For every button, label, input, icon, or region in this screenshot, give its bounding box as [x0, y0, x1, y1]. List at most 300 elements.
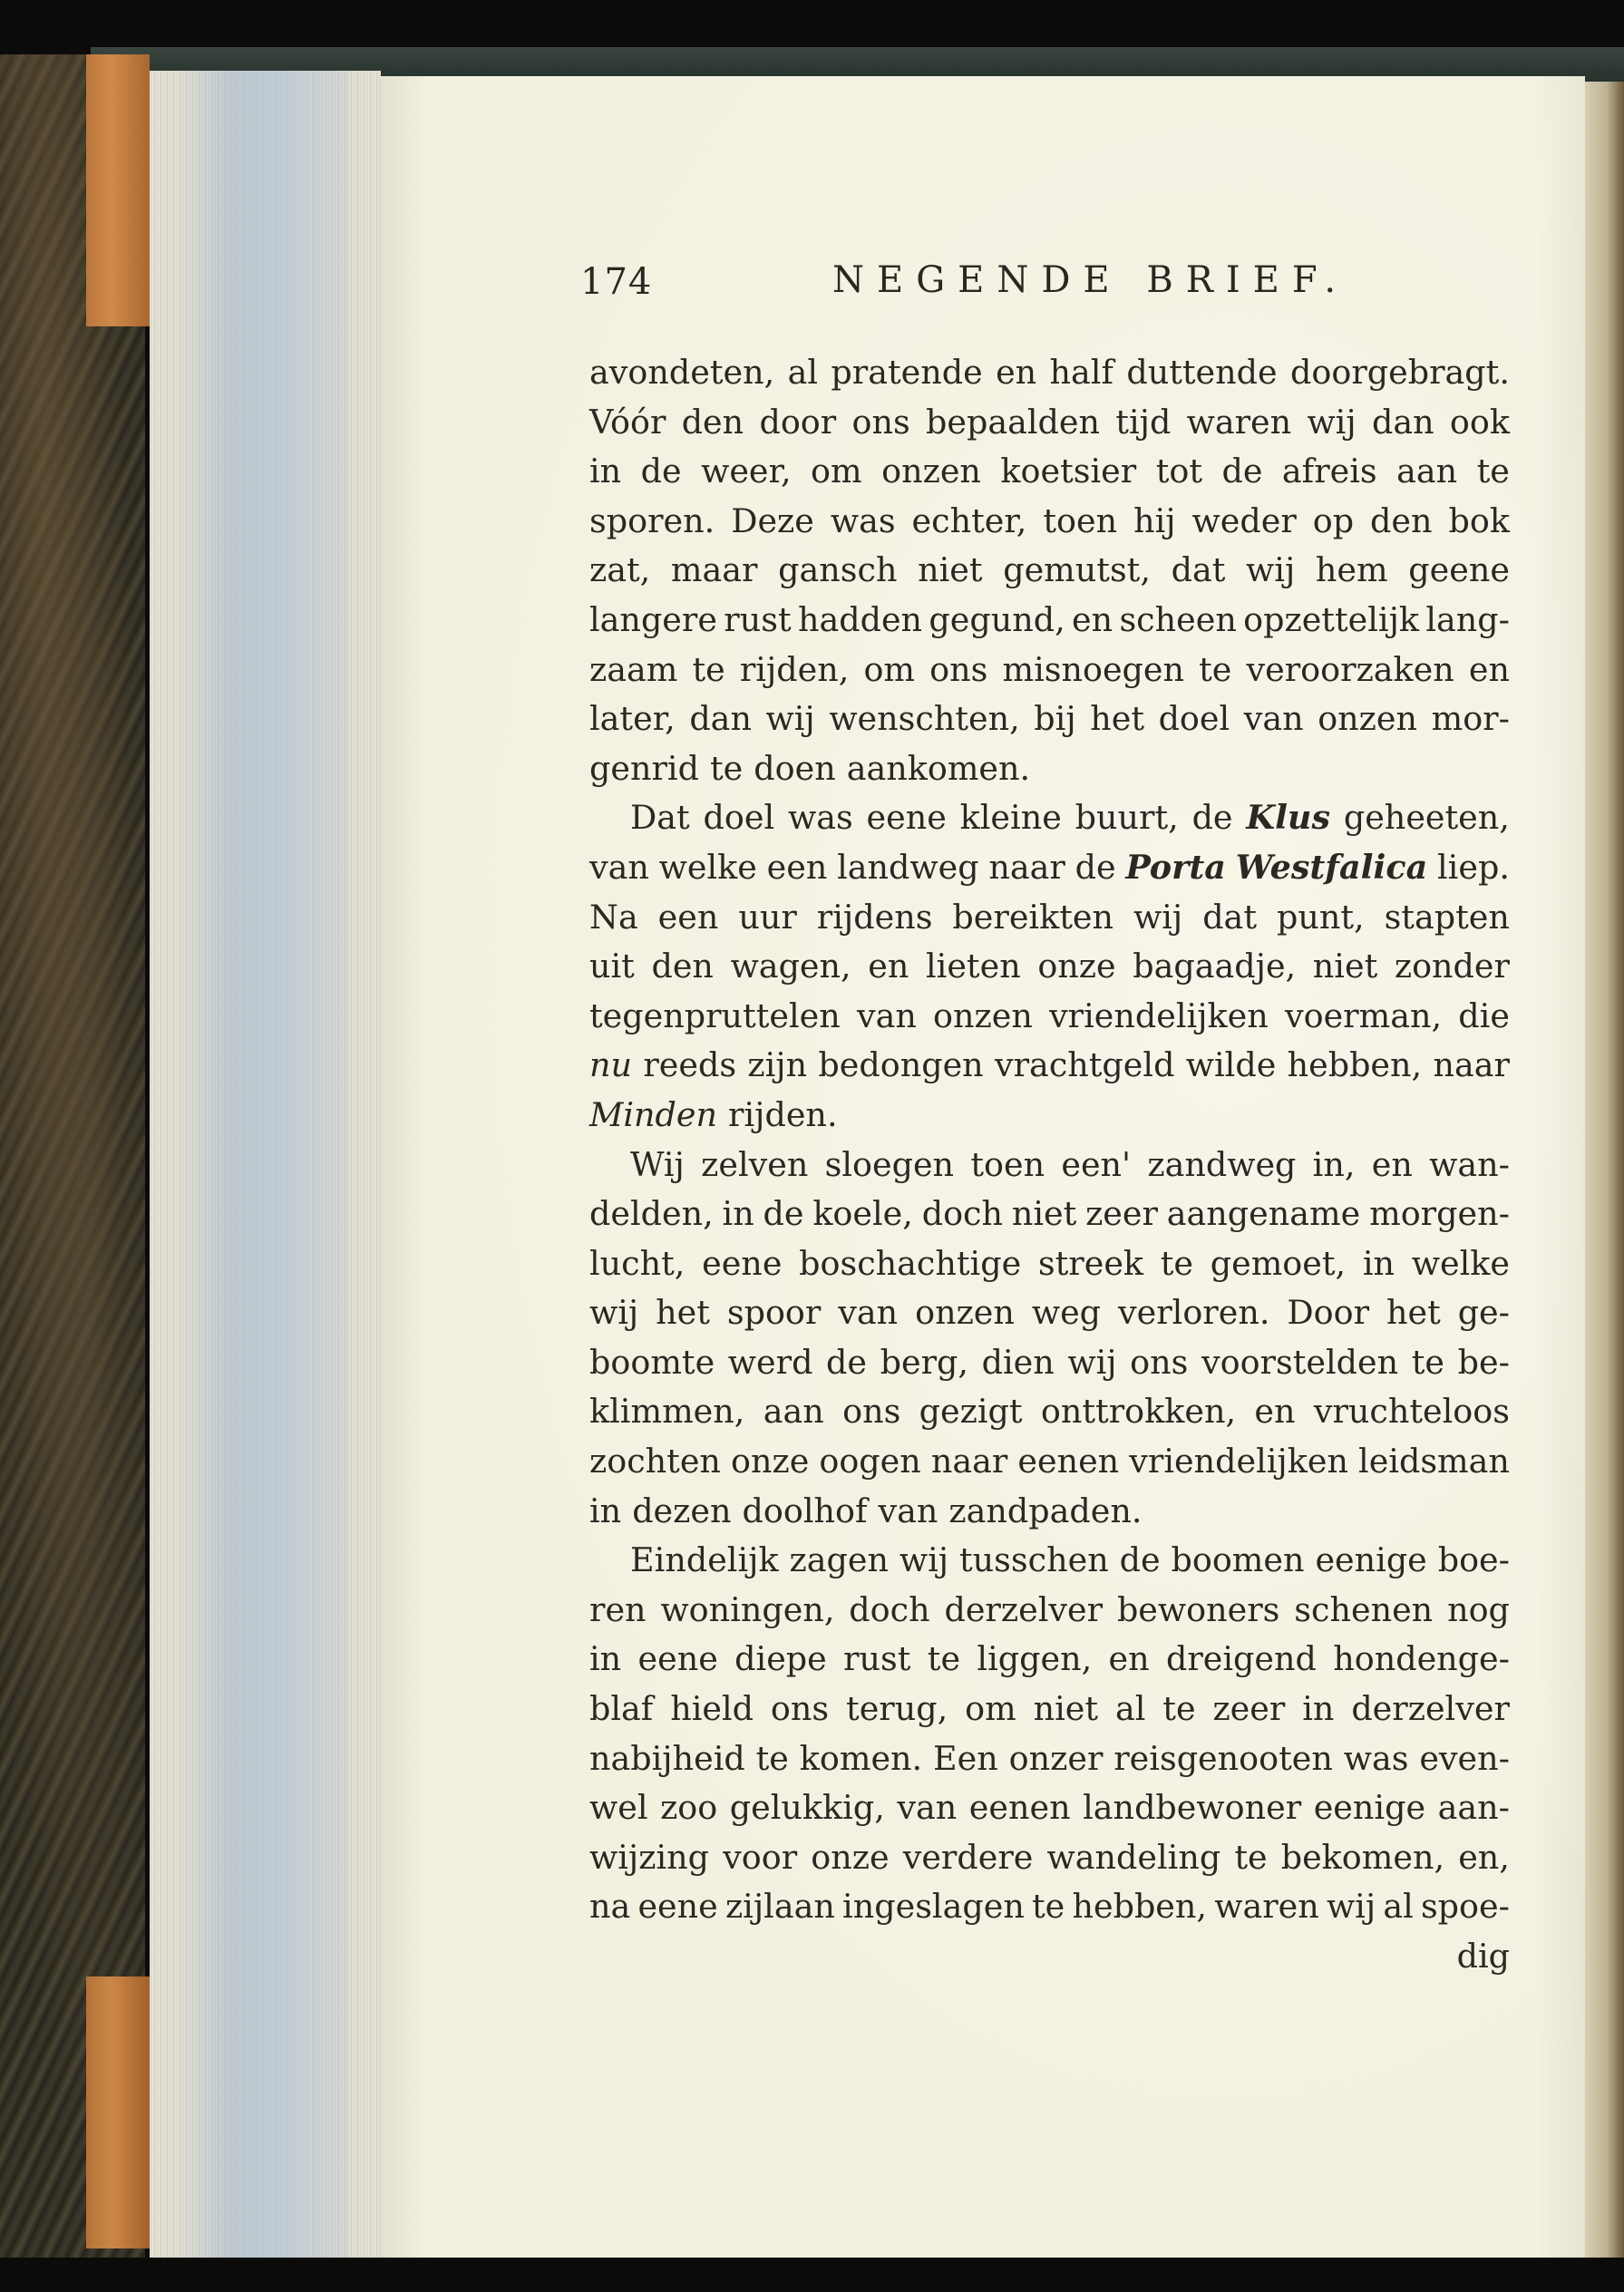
- word: [1287, 1288, 1369, 1338]
- word-part: de: [1119, 1540, 1161, 1580]
- word: [589, 596, 717, 646]
- word-part: bewoners: [1116, 1589, 1280, 1629]
- word: [1314, 1387, 1510, 1437]
- word-part: duttende: [1126, 353, 1278, 392]
- word-part: een: [657, 897, 719, 937]
- word-part: van: [589, 847, 649, 887]
- word: [1075, 793, 1179, 843]
- word: [1408, 546, 1510, 596]
- word: [1243, 596, 1419, 646]
- word-part: de: [1075, 847, 1116, 887]
- word-part: de: [640, 452, 682, 491]
- word: [1147, 1141, 1296, 1190]
- word: [826, 1338, 867, 1388]
- word: [798, 596, 922, 646]
- word: [812, 1190, 913, 1239]
- word: [638, 1635, 718, 1685]
- word-part: te: [692, 649, 725, 689]
- word-part: Porta: [1125, 847, 1226, 887]
- text-line: [589, 1487, 1510, 1537]
- word-part: spoe-: [1420, 1887, 1510, 1927]
- text-line: [589, 1734, 1510, 1784]
- word: [1437, 843, 1510, 893]
- word: [1358, 1437, 1510, 1487]
- word-part: koetsier: [1000, 452, 1137, 491]
- word: [1072, 596, 1113, 646]
- word: [1211, 1239, 1346, 1289]
- word-part: gelukkig,: [729, 1788, 885, 1828]
- word: [1061, 1141, 1131, 1190]
- word-part: kleine: [959, 798, 1062, 838]
- word: [702, 1239, 782, 1289]
- word-part: verdere: [902, 1837, 1034, 1877]
- word: [1395, 942, 1510, 992]
- word-part: afreis: [1281, 452, 1377, 491]
- word: [1282, 447, 1377, 497]
- word-part: weder: [1191, 500, 1297, 540]
- word: [1247, 646, 1454, 695]
- word: [589, 893, 638, 943]
- word-part: onttrokken,: [1040, 1392, 1237, 1432]
- word-part: Wij: [630, 1144, 685, 1184]
- word: [1192, 793, 1233, 843]
- word-part: buurt,: [1075, 798, 1179, 838]
- text-line: [589, 1141, 1510, 1190]
- word-part: van: [1243, 699, 1304, 739]
- word-part: dan: [1371, 402, 1434, 442]
- word: [589, 1338, 715, 1388]
- text-line: [589, 348, 1510, 398]
- word: [988, 843, 1065, 893]
- word-part: hebben,: [1072, 1887, 1208, 1927]
- word: [630, 1536, 779, 1586]
- word: [660, 1586, 834, 1636]
- word-part: zelven: [701, 1144, 809, 1184]
- word-part: te: [1199, 649, 1232, 689]
- text-line: [589, 1536, 1510, 1586]
- word: [825, 1141, 954, 1190]
- word: [831, 497, 896, 547]
- word-part: waren: [1186, 402, 1292, 442]
- word-part: aan-: [1437, 1788, 1510, 1828]
- word-part: vriendelijken: [1049, 995, 1269, 1035]
- word-part: de: [763, 1194, 804, 1234]
- word: [1313, 1141, 1356, 1190]
- word-part: diepe: [734, 1639, 827, 1679]
- word: [1448, 497, 1509, 547]
- word-part: in: [589, 452, 622, 491]
- word: [1327, 1882, 1376, 1932]
- word: [867, 793, 947, 843]
- word: [1302, 1685, 1334, 1734]
- word: [1369, 1190, 1510, 1239]
- word: [1037, 942, 1115, 992]
- word: [1202, 893, 1257, 943]
- word: [1421, 1882, 1510, 1932]
- word: [659, 843, 757, 893]
- word-part: de: [1191, 798, 1233, 838]
- word-part: om: [965, 1689, 1016, 1729]
- word-part: rijden.: [728, 1094, 838, 1134]
- word-part: onzen: [1318, 699, 1418, 739]
- word-part: doch: [849, 1589, 930, 1629]
- word: [589, 1239, 685, 1289]
- word: [589, 1487, 621, 1537]
- word: [1396, 447, 1457, 497]
- word-part: verloren.: [1117, 1293, 1270, 1333]
- text-line: [589, 744, 1510, 794]
- word: [842, 1882, 1025, 1932]
- word: [1034, 1685, 1098, 1734]
- word: [759, 398, 836, 448]
- word-part: koele,: [812, 1194, 913, 1234]
- word-part: bereikten: [952, 897, 1114, 937]
- word: [1438, 1536, 1510, 1586]
- word-part: zandpaden.: [948, 1491, 1143, 1530]
- word-part: te: [927, 1639, 961, 1679]
- word-part: in,: [1312, 1144, 1356, 1184]
- word-part: zijlaan: [724, 1887, 835, 1927]
- word: [701, 447, 791, 497]
- word: [1458, 1833, 1510, 1883]
- word-part: onze: [730, 1442, 810, 1481]
- word-part: in: [589, 1639, 622, 1679]
- word: [931, 1437, 1007, 1487]
- word-part: zeer: [1212, 1689, 1286, 1729]
- word: [589, 1783, 648, 1833]
- word: [1433, 1041, 1509, 1091]
- word: [1115, 398, 1171, 448]
- word: [1351, 1685, 1510, 1734]
- word-part: bekomen,: [1280, 1837, 1445, 1877]
- word: [651, 942, 713, 992]
- word: [1214, 1882, 1319, 1932]
- word: [1363, 1239, 1395, 1289]
- word-part: onzen: [881, 452, 981, 491]
- word-part: in: [1362, 1243, 1395, 1283]
- word-part: werd: [727, 1342, 813, 1382]
- word-part: dat: [1202, 897, 1257, 937]
- word-part: wel: [589, 1788, 648, 1828]
- word-part: wij: [765, 699, 815, 739]
- leather-spine-corner-top: [86, 54, 150, 326]
- word-part: Door: [1287, 1293, 1370, 1333]
- word-part: bepaalden: [926, 402, 1100, 442]
- word-part: eene: [637, 1887, 718, 1927]
- word: [589, 843, 649, 893]
- text-line: [589, 1091, 1510, 1141]
- word: [1333, 1635, 1510, 1685]
- word: [1307, 398, 1356, 448]
- word: [1285, 992, 1442, 1042]
- word: [881, 447, 981, 497]
- marbled-cover: [0, 54, 145, 2258]
- word: [849, 1586, 929, 1636]
- word-part: gezigt: [919, 1392, 1023, 1432]
- word: [819, 1437, 920, 1487]
- text-line: [589, 1239, 1510, 1289]
- word: [630, 1141, 685, 1190]
- word-part: landweg: [837, 847, 979, 887]
- word: [701, 1141, 808, 1190]
- word: [671, 546, 758, 596]
- word-part: rijdens: [816, 897, 933, 937]
- word-part: het: [1090, 699, 1144, 739]
- word-part: even-: [1419, 1738, 1510, 1778]
- word-part: wij: [1133, 897, 1183, 937]
- word-part: wij: [1307, 402, 1357, 442]
- word: [838, 1288, 898, 1338]
- word-part: tijd: [1115, 402, 1172, 442]
- word-part: den: [1370, 500, 1433, 540]
- word-part: naar: [1433, 1045, 1510, 1085]
- word-part: spoor: [726, 1293, 822, 1333]
- word-part: onzen: [933, 995, 1033, 1035]
- word: [1156, 447, 1202, 497]
- word: [1450, 398, 1510, 448]
- word: [589, 744, 699, 794]
- word-part: naar: [930, 1442, 1008, 1481]
- word-part: ook: [1449, 402, 1510, 442]
- text-line: [589, 1190, 1510, 1239]
- word-part: hem: [1315, 550, 1388, 590]
- word: [878, 1487, 938, 1537]
- running-title: NEGENDE BRIEF.: [832, 259, 1349, 301]
- word: [1386, 1288, 1441, 1338]
- word: [728, 1338, 813, 1388]
- word-part: ons: [851, 402, 910, 442]
- word: [589, 546, 650, 596]
- page-edge-tint: [177, 71, 349, 2265]
- word: [763, 1387, 824, 1437]
- word-part: het: [656, 1293, 710, 1333]
- word-part: onze: [1037, 947, 1116, 986]
- word: [1083, 1783, 1301, 1833]
- word-part: hield: [670, 1689, 754, 1729]
- word-part: die: [1458, 995, 1510, 1035]
- word-part: blaf: [589, 1689, 654, 1729]
- word: [1067, 1338, 1116, 1388]
- word: [1458, 1288, 1510, 1338]
- word: [589, 348, 774, 398]
- word-part: een': [1061, 1144, 1132, 1184]
- word-part: dien: [981, 1342, 1055, 1382]
- word: [868, 942, 909, 992]
- word-part: eene: [702, 1243, 783, 1283]
- word-part: boomen: [1171, 1540, 1305, 1580]
- word-part: berg,: [880, 1342, 968, 1382]
- text-line: [589, 546, 1510, 596]
- word: [1458, 992, 1510, 1042]
- word: [969, 1783, 1071, 1833]
- word-part: ge-: [1457, 1293, 1510, 1333]
- word: [1117, 1586, 1279, 1636]
- word-part: welke: [658, 847, 757, 887]
- word-part: toen: [970, 1144, 1045, 1184]
- word-part: om: [811, 452, 862, 491]
- word: [1372, 398, 1434, 448]
- word-part: tot: [1155, 452, 1203, 491]
- word-part: wilde: [1185, 1045, 1277, 1085]
- word-part: en: [1254, 1392, 1296, 1432]
- word: [589, 1041, 632, 1091]
- text-line: [589, 793, 1510, 843]
- word-part: geene: [1408, 550, 1510, 590]
- word: [767, 843, 828, 893]
- word-part: van: [878, 1491, 938, 1530]
- word-part: ren: [589, 1589, 647, 1629]
- word-part: in: [1302, 1689, 1335, 1729]
- word-part: gemutst,: [1003, 550, 1151, 590]
- word-part: en: [1108, 1639, 1150, 1679]
- word: [1383, 1882, 1413, 1932]
- word-part: onze: [811, 1837, 890, 1877]
- word-part: eenen: [1017, 1442, 1120, 1481]
- word: [843, 1635, 910, 1685]
- text-line: [589, 1685, 1510, 1734]
- word-part: Klus: [1246, 798, 1331, 838]
- leather-spine-corner-bottom: [86, 1976, 150, 2248]
- word: [1344, 1734, 1409, 1784]
- word-part: wenschten,: [829, 699, 1020, 739]
- word: [1344, 793, 1510, 843]
- word: [933, 992, 1033, 1042]
- word-part: hij: [1133, 500, 1176, 540]
- word-part: streek: [1037, 1243, 1144, 1283]
- word: [982, 1338, 1055, 1388]
- word: [1419, 1734, 1510, 1784]
- word-part: echter,: [911, 500, 1027, 540]
- word-part: mor-: [1431, 699, 1510, 739]
- word: [660, 1783, 717, 1833]
- word-part: punt,: [1276, 897, 1365, 937]
- word: [929, 646, 987, 695]
- word: [915, 1288, 1015, 1338]
- word: [1469, 646, 1510, 695]
- word: [589, 1091, 717, 1141]
- word-part: vriendelijken: [1129, 1442, 1348, 1481]
- word-part: niet: [918, 550, 983, 590]
- word: [1017, 1437, 1119, 1487]
- word-part: aan: [1396, 452, 1458, 491]
- word: [1171, 1536, 1304, 1586]
- word-part: al: [1383, 1887, 1414, 1927]
- word: [743, 1487, 868, 1537]
- word: [738, 893, 796, 943]
- word-part: te: [1162, 1689, 1196, 1729]
- word: [728, 1091, 838, 1141]
- word-part: hadden: [797, 599, 923, 639]
- word-part: half: [1049, 353, 1113, 392]
- word-part: schenen: [1294, 1589, 1434, 1629]
- word-part: niet: [1033, 1689, 1099, 1729]
- word: [1133, 893, 1182, 943]
- word: [1236, 843, 1428, 893]
- word-part: zat,: [589, 550, 651, 590]
- word-part: eenen: [968, 1788, 1071, 1828]
- word: [837, 843, 979, 893]
- word-part: boschachtige: [799, 1243, 1022, 1283]
- word: [771, 1685, 829, 1734]
- word: [589, 992, 841, 1042]
- word-part: boomte: [589, 1342, 715, 1382]
- word-part: pratende: [831, 353, 983, 392]
- word: [740, 646, 850, 695]
- word-part: zoo: [660, 1788, 718, 1828]
- word-part: ons: [1130, 1342, 1189, 1382]
- word: [1003, 546, 1151, 596]
- word: [1159, 694, 1230, 744]
- word: [788, 348, 818, 398]
- word: [630, 793, 690, 843]
- word: [589, 1685, 653, 1734]
- bottom-shadow: [0, 2258, 1624, 2292]
- word-part: opzettelijk: [1243, 599, 1420, 639]
- word: [903, 1833, 1034, 1883]
- word: [857, 992, 917, 1042]
- word: [723, 1190, 754, 1239]
- word: [689, 694, 752, 744]
- word-part: ons: [770, 1689, 830, 1729]
- word: [643, 1041, 736, 1091]
- word: [1432, 694, 1510, 744]
- word: [933, 1734, 998, 1784]
- word: [589, 1586, 647, 1636]
- word-part: dreigend: [1165, 1639, 1317, 1679]
- word-part: zonder: [1394, 947, 1510, 986]
- word-part: gemoet,: [1210, 1243, 1347, 1283]
- word: [589, 398, 666, 448]
- text-line: [589, 942, 1510, 992]
- word: [922, 1190, 1003, 1239]
- word: [1072, 1882, 1207, 1932]
- word: [1412, 1239, 1510, 1289]
- word-part: te: [1032, 1887, 1065, 1927]
- word-part: doel: [1158, 699, 1230, 739]
- text-line: [589, 1882, 1510, 1932]
- word: [1290, 348, 1510, 398]
- word: [944, 1586, 1103, 1636]
- text-line: [589, 447, 1510, 497]
- word-part: doel: [703, 798, 775, 838]
- word: [800, 1734, 922, 1784]
- word-part: niet: [1312, 947, 1378, 986]
- word: [1126, 348, 1277, 398]
- word-part: wan-: [1429, 1144, 1510, 1184]
- word: [1199, 646, 1231, 695]
- word: [1294, 1586, 1433, 1636]
- word: [589, 1190, 714, 1239]
- word: [897, 1783, 957, 1833]
- word-part: zagen: [789, 1540, 889, 1580]
- text-line: [589, 398, 1510, 448]
- word: [637, 1882, 717, 1932]
- word-part: de: [1221, 452, 1263, 491]
- word: [1109, 1635, 1150, 1685]
- text-line: [589, 1833, 1510, 1883]
- word: [589, 1437, 721, 1487]
- text-line: [589, 1437, 1510, 1487]
- word-part: tusschen: [959, 1540, 1109, 1580]
- word-part: avondeten,: [589, 353, 775, 392]
- word-part: in: [589, 1491, 622, 1530]
- word-part: veroorzaken: [1246, 649, 1454, 689]
- word-part: komen.: [799, 1738, 923, 1778]
- word-part: voorstelden: [1201, 1342, 1399, 1382]
- word: [692, 646, 724, 695]
- word-part: eene: [866, 798, 947, 838]
- word-part: den: [651, 947, 714, 986]
